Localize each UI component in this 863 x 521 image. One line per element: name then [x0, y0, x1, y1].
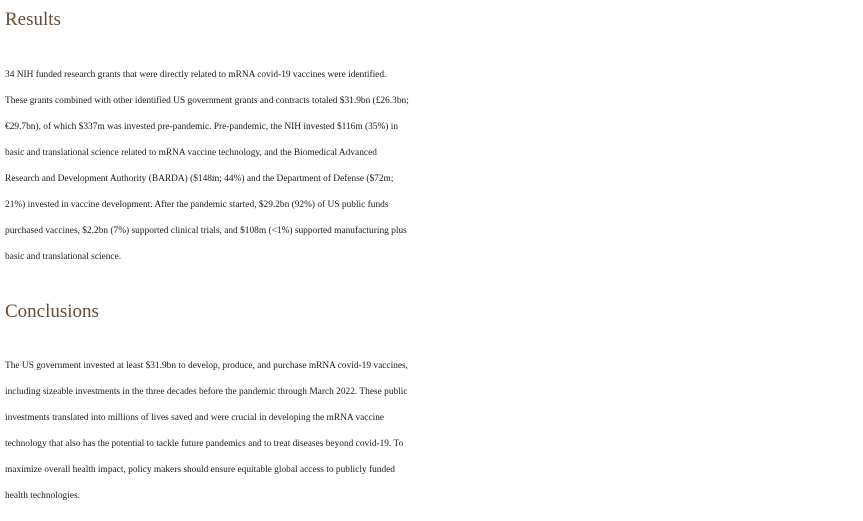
results-line: 21%) invested in vaccine development. After the pandemic started, $29.2bn (92%) of US public funds	[5, 200, 389, 210]
results-heading: Results	[5, 9, 61, 30]
conclusions-heading: Conclusions	[5, 301, 99, 322]
conclusions-paragraph	[5, 353, 861, 509]
results-line: basic and translational science.	[5, 252, 122, 262]
results-line: 34 NIH funded research grants that were directly related to mRNA covid-19 vaccines were identified.	[5, 70, 387, 80]
results-paragraph	[5, 62, 861, 270]
results-line: Research and Development Authority (BARDA) ($148m; 44%) and the Department of Defense ($72m;	[5, 174, 394, 184]
conclusions-line: health technologies.	[5, 491, 80, 501]
conclusions-line: investments translated into millions of lives saved and were crucial in developing the mRNA vaccine	[5, 413, 385, 423]
results-line: €29.7bn), of which $337m was invested pre-pandemic. Pre-pandemic, the NIH invested $116m (35%) in	[5, 122, 399, 132]
results-line: purchased vaccines, $2.2bn (7%) supported clinical trials, and $108m (<1%) supported manufacturing plus	[5, 226, 407, 236]
conclusions-line: The US government invested at least $31.9bn to develop, produce, and purchase mRNA covid-19 vaccines,	[5, 361, 409, 371]
results-line: These grants combined with other identified US government grants and contracts totaled $31.9bn (£26.3bn;	[5, 96, 409, 106]
conclusions-line: technology that also has the potential to tackle future pandemics and to treat diseases beyond covid-19. To	[5, 439, 404, 449]
conclusions-line: maximize overall health impact, policy makers should ensure equitable global access to publicly funded	[5, 465, 395, 475]
conclusions-line: including sizeable investments in the three decades before the pandemic through March 2022. These public	[5, 387, 408, 397]
results-line: basic and translational science related to mRNA vaccine technology, and the Biomedical Advanced	[5, 148, 377, 158]
